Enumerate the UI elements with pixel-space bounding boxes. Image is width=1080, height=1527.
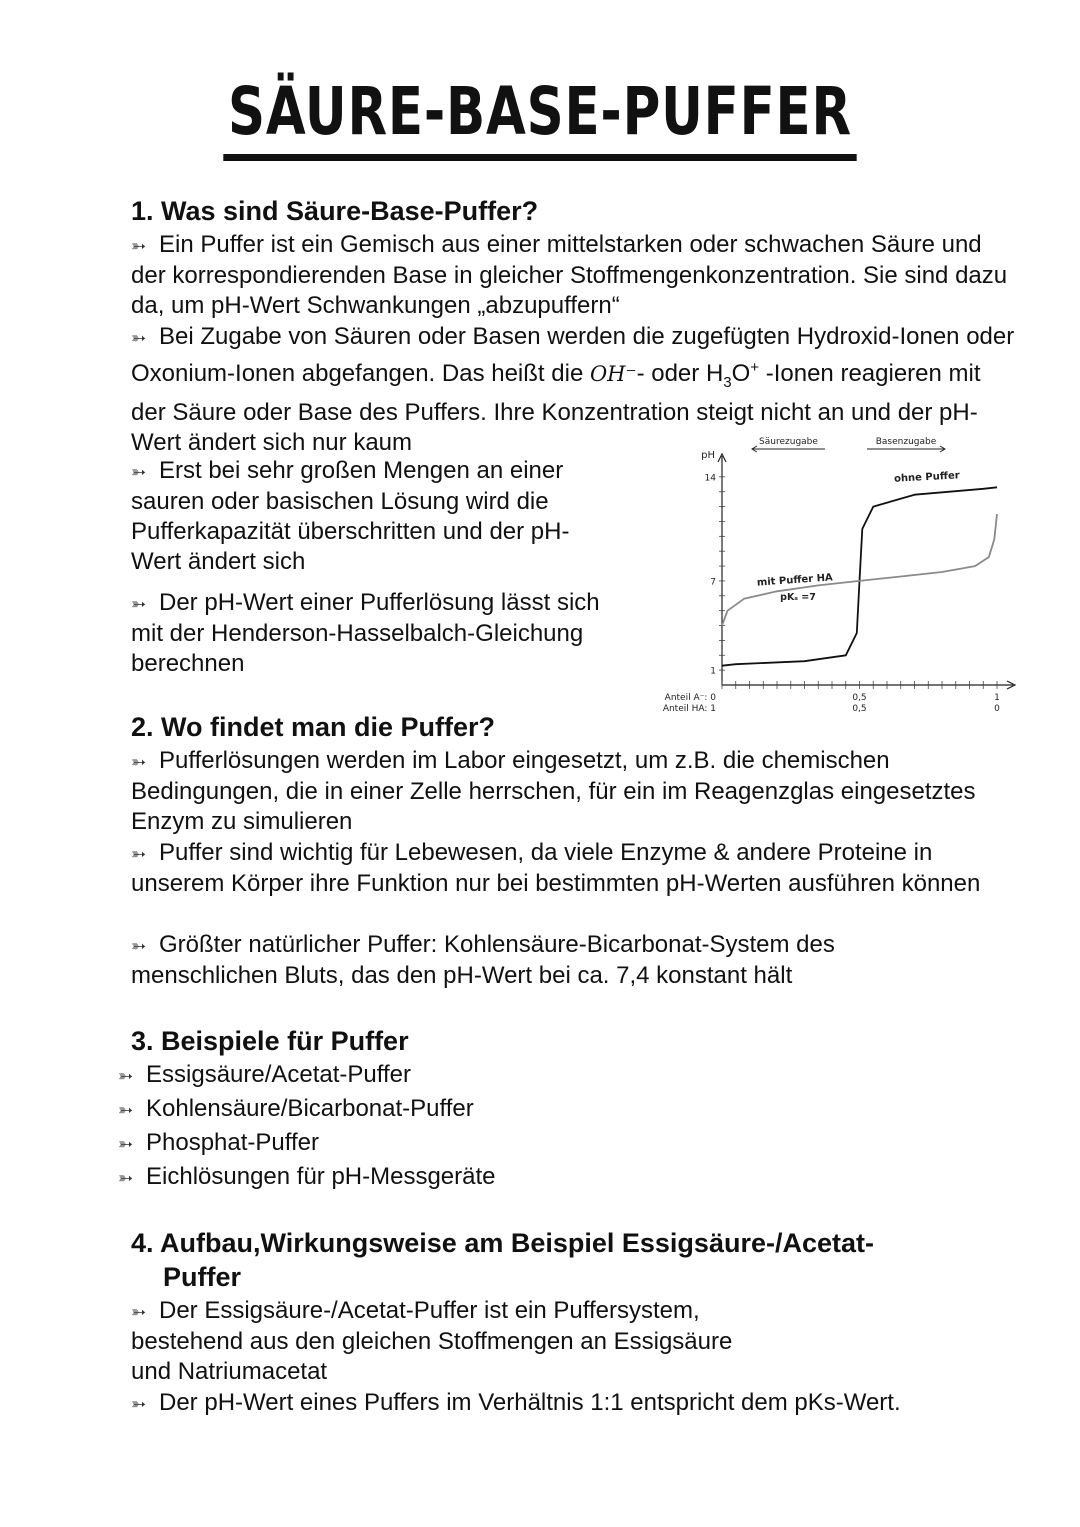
s1-p1-text: Ein Puffer ist ein Gemisch aus einer mittelstarken oder schwachen Säure und der korrespondierenden Base in gleicher Stoffmengenkonzentration. Sie sind dazu da, um pH-Wert Schwankungen „abzupuffern“	[131, 231, 1008, 319]
arrow-icon: ➳	[118, 1066, 134, 1086]
arrow-icon: ➳	[131, 236, 147, 256]
arrow-icon: ➳	[131, 844, 147, 864]
top-label: Säurezugabe	[759, 437, 818, 447]
section-3-heading: 3. Beispiele für Puffer	[131, 1026, 409, 1056]
arrow-icon: ➳	[131, 1394, 147, 1414]
list-item	[118, 1128, 319, 1159]
s1-p2-text-c: O	[731, 360, 751, 387]
list-item-text: Phosphat-Puffer	[146, 1129, 320, 1156]
s2-p2-text: Puffer sind wichtig für Lebewesen, da viele Enzyme & andere Proteine in unserem Körper ihre Funktion nur bei bestimmten pH-Werten ausführen können	[131, 839, 981, 897]
y-axis-label: pH	[701, 450, 715, 461]
section-1-p1	[131, 230, 1021, 321]
list-item	[118, 1060, 411, 1091]
list-item	[118, 1162, 496, 1193]
x-tick-label: 0,5	[852, 693, 867, 703]
section-1-p3	[131, 456, 611, 577]
y-tick-label: 7	[710, 577, 716, 588]
annotation-pks: pKₛ =7	[780, 592, 816, 603]
s1-p2-text-a: Bei Zugabe von Säuren oder Basen werden die zugefügten Hydroxid-Ionen oder Oxonium-Ionen abgefangen. Das heißt die	[131, 323, 1015, 387]
arrow-icon: ➳	[131, 328, 147, 348]
section-2-p1	[131, 746, 981, 837]
list-item-text: Essigsäure/Acetat-Puffer	[146, 1061, 412, 1088]
x-tick-label: 0	[994, 704, 1000, 714]
section-1-heading: 1. Was sind Säure-Base-Puffer?	[131, 196, 539, 226]
arrow-icon: ➳	[131, 462, 147, 482]
list-item-text: Eichlösungen für pH-Messgeräte	[146, 1163, 496, 1190]
section-4-heading-line1: 4. Aufbau,Wirkungsweise am Beispiel Essigsäure-/Acetat-	[131, 1228, 874, 1258]
list-item	[118, 1094, 474, 1125]
x-tick-label: 0,5	[852, 704, 867, 714]
section-2-p2	[131, 838, 1001, 899]
x-tick-label: 1	[994, 693, 1000, 703]
arrow-icon: ➳	[131, 1302, 147, 1322]
buffer-titration-chart	[640, 428, 1040, 720]
arrow-icon: ➳	[118, 1168, 134, 1188]
top-label: Basenzugabe	[875, 437, 937, 447]
s2-p1-text: Pufferlösungen werden im Labor eingesetzt, um z.B. die chemischen Bedingungen, die in einer Zelle herrschen, für ein im Reagenzglas eingesetztes Enzym zu simulieren	[131, 747, 976, 835]
y-tick-label: 14	[704, 473, 716, 484]
x-tick-label: Anteil A⁻: 0	[664, 693, 716, 703]
section-4-heading-line2: Puffer	[163, 1262, 242, 1292]
section-2-p3	[131, 930, 921, 991]
s1-p2-text-d: -Ionen reagieren mit der Säure oder Base des Puffers. Ihre Konzentration steigt nicht an und der pH-Wert ändert sich nur kaum	[131, 360, 981, 456]
y-tick-label: 1	[710, 666, 716, 677]
s4-p1-text: Der Essigsäure-/Acetat-Puffer ist ein Puffersystem, bestehend aus den gleichen Stoffmengen an Essigsäure und Natriumacetat	[131, 1297, 733, 1385]
section-2-heading: 2. Wo findet man die Puffer?	[131, 712, 496, 742]
s2-p3-text: Größter natürlicher Puffer: Kohlensäure-Bicarbonat-System des menschlichen Bluts, das den pH-Wert bei ca. 7,4 konstant hält	[131, 931, 835, 989]
section-1-p4	[131, 588, 631, 679]
section-4-p2	[131, 1388, 1031, 1419]
arrow-icon: ➳	[118, 1100, 134, 1120]
section-4-p1	[131, 1296, 751, 1387]
arrow-icon: ➳	[131, 752, 147, 772]
list-item-text: Kohlensäure/Bicarbonat-Puffer	[146, 1095, 474, 1122]
sub-3: 3	[723, 373, 732, 391]
sup-plus: +	[750, 359, 760, 376]
annotation-ohne-puffer: ohne Puffer	[893, 470, 960, 485]
title-wrap	[0, 70, 1080, 161]
arrow-icon: ➳	[131, 936, 147, 956]
s1-p2-text-b: - oder H	[636, 360, 724, 387]
arrow-icon: ➳	[131, 594, 147, 614]
s1-p3-text: Erst bei sehr großen Mengen an einer sauren oder basischen Lösung wird die Pufferkapazität überschritten und der pH-Wert ändert sich	[131, 457, 570, 575]
x-tick-label: Anteil HA: 1	[662, 704, 716, 714]
s4-p2-text: Der pH-Wert eines Puffers im Verhältnis 1:1 entspricht dem pKs-Wert.	[159, 1389, 901, 1416]
annotation-mit-puffer: mit Puffer HA	[756, 572, 834, 589]
page-title: SÄURE-BASE-PUFFER	[223, 70, 856, 161]
hydroxide-formula: OH⁻	[589, 362, 637, 386]
arrow-icon: ➳	[118, 1134, 134, 1154]
s1-p4-text: Der pH-Wert einer Pufferlösung lässt sich mit der Henderson-Hasselbalch-Gleichung berechnen	[131, 589, 600, 677]
